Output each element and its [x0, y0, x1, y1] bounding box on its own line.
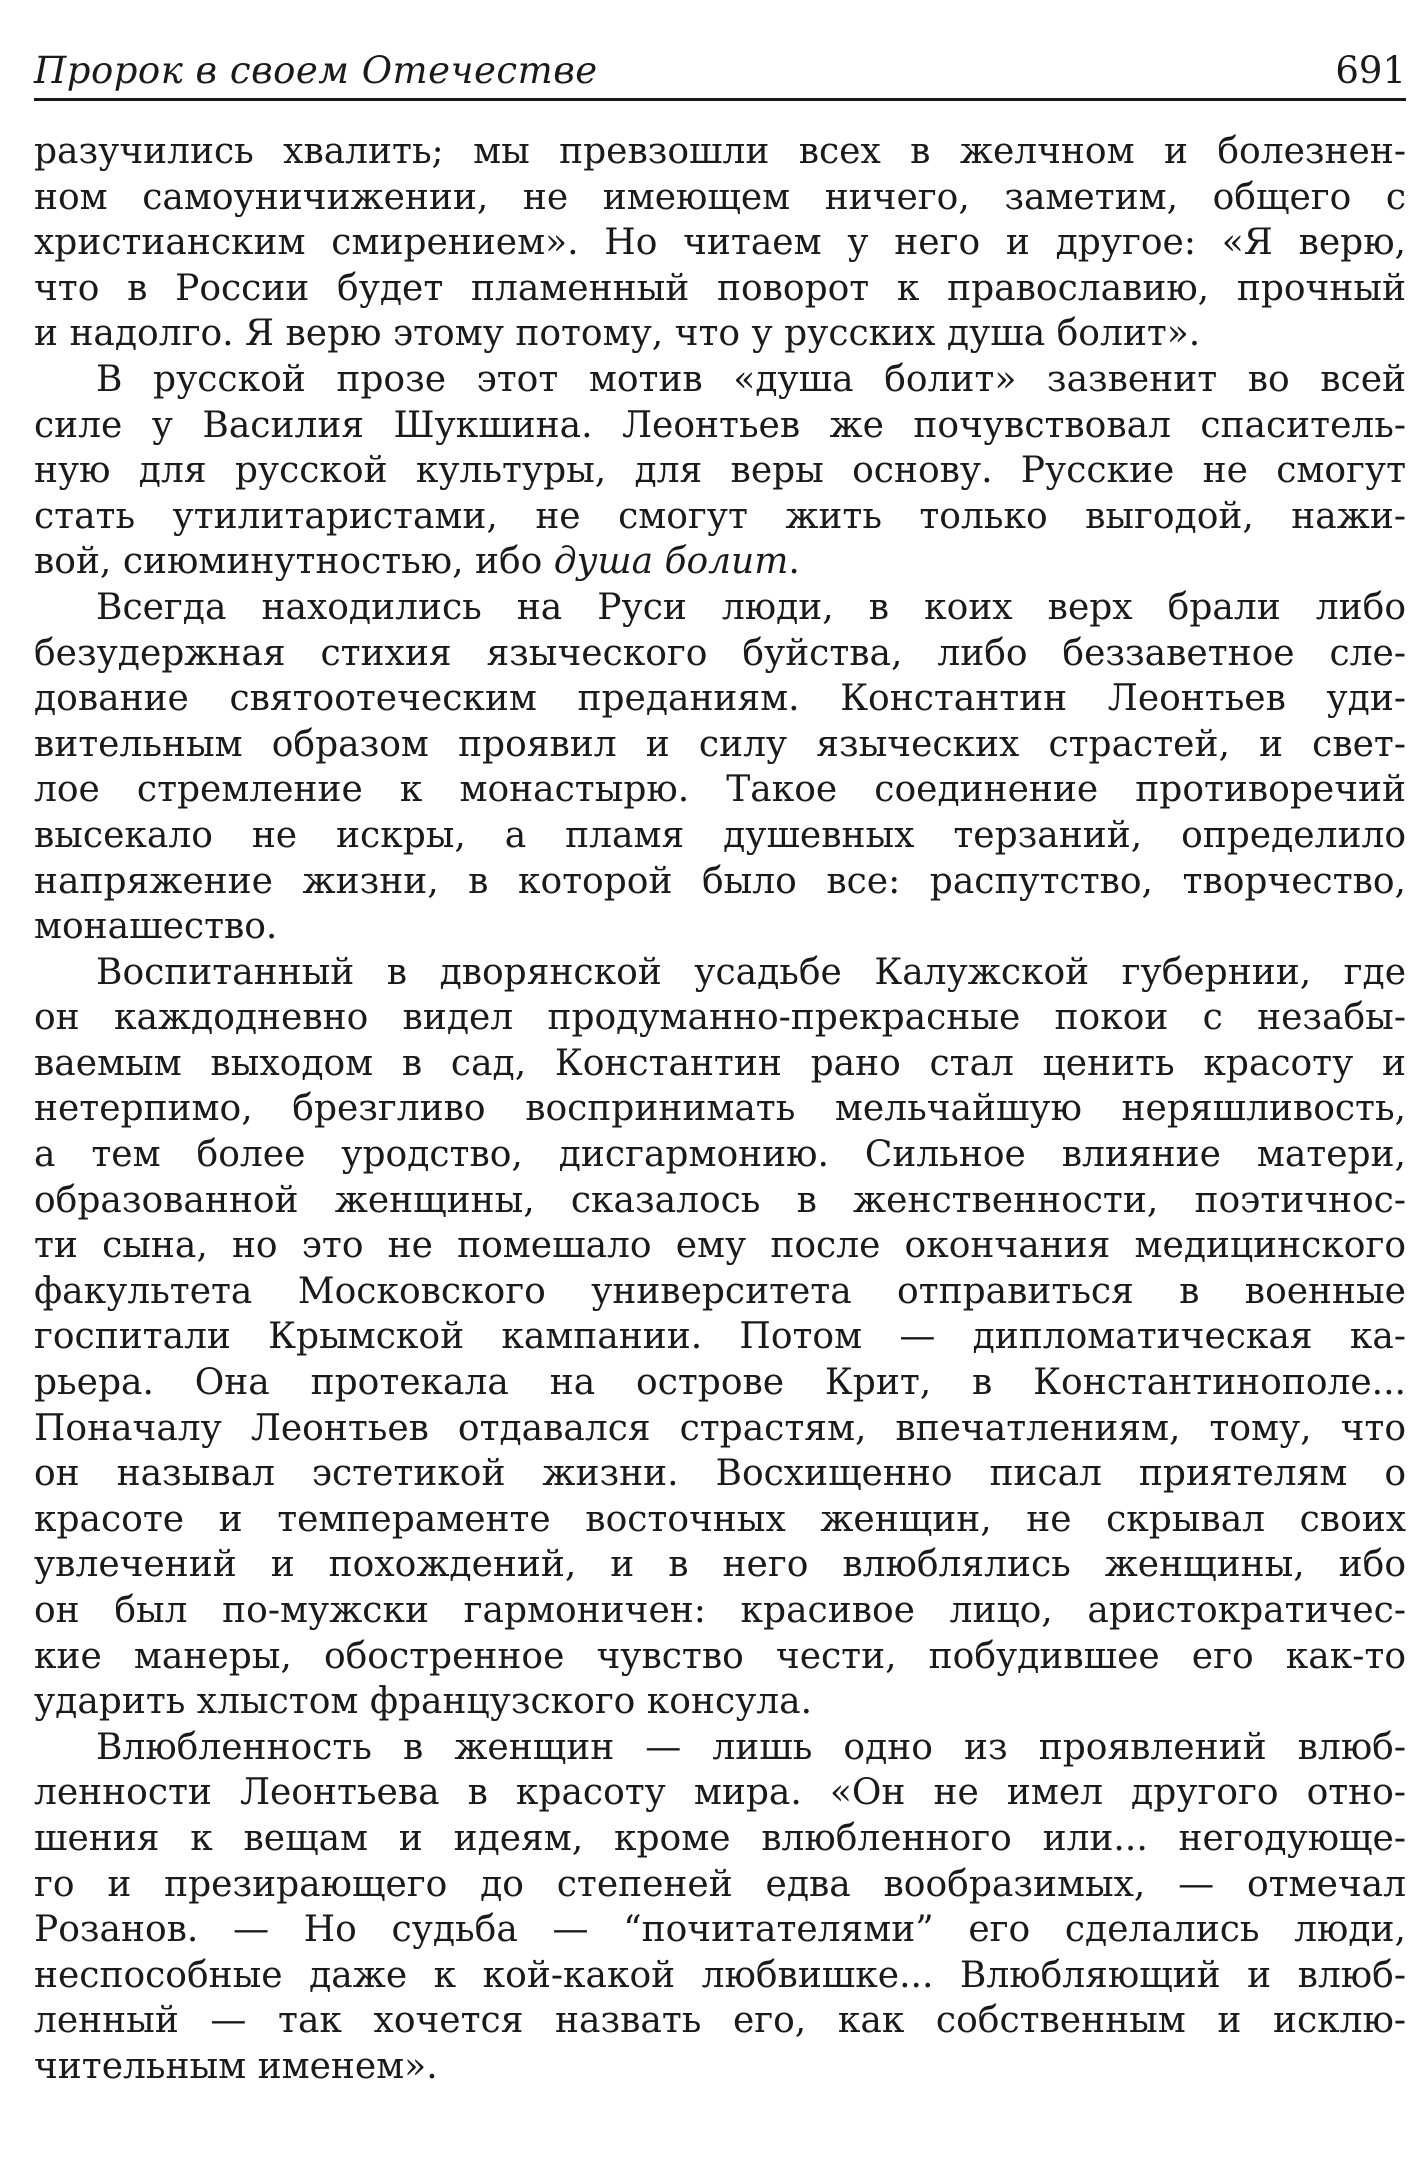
- text-line: чительным именем».: [34, 2045, 438, 2087]
- running-title: Пророк в своем Отечестве: [34, 49, 598, 92]
- text-line: ваемым выходом в сад, Константин рано стал ценить красоту и: [34, 1042, 1406, 1084]
- text-line: образованной женщины, сказалось в женственности, поэтичнос-: [34, 1179, 1406, 1221]
- text-line: безудержная стихия языческого буйства, либо беззаветное сле-: [34, 632, 1406, 674]
- text-line: вительным образом проявил и силу языческих страстей, и свет-: [34, 723, 1406, 765]
- text-line: и надолго. Я верю этому потому, что у русских душа болит».: [34, 313, 1201, 355]
- text-segment: вой, сиюминутностью, ибо: [34, 541, 543, 583]
- text-line: Всегда находились на Руси люди, в коих верх брали либо: [96, 586, 1406, 628]
- text-line: монашество.: [34, 906, 278, 948]
- text-line: го и презирающего до степеней едва вообразимых, — отмечал: [34, 1863, 1406, 1905]
- text-line: [34, 539, 1406, 585]
- text-line: госпитали Крымской кампании. Потом — дипломатическая ка-: [34, 1316, 1406, 1358]
- text-line: стать утилитаристами, не смогут жить только выгодой, нажи-: [34, 495, 1406, 537]
- book-page: [34, 38, 1406, 2090]
- text-line: Влюбленность в женщин — лишь одно из проявлений влюб-: [96, 1726, 1406, 1768]
- text-line: ленный — так хочется назвать его, как собственным и исклю-: [34, 2000, 1406, 2042]
- text-line: высекало не искры, а пламя душевных терзаний, определило: [34, 814, 1406, 856]
- page-number: 691: [1335, 49, 1406, 92]
- text-line: ленности Леонтьева в красоту мира. «Он не имел другого отно-: [34, 1772, 1406, 1814]
- text-line: разучились хвалить; мы превзошли всех в желчном и болезнен-: [34, 131, 1406, 172]
- text-line: факультета Московского университета отправиться в военные: [34, 1270, 1406, 1312]
- text-line: ную для русской культуры, для веры основу. Русские не смогут: [34, 450, 1406, 492]
- text-line: христианским смирением». Но читаем у него и другое: «Я верю,: [34, 222, 1406, 264]
- text-line: Поначалу Леонтьев отдавался страстям, впечатлениям, тому, что: [34, 1407, 1406, 1449]
- text-line: нетерпимо, брезгливо воспринимать мельчайшую неряшливость,: [34, 1088, 1406, 1130]
- text-segment: .: [788, 541, 800, 583]
- text-line: неспособные даже к кой-какой любвишке... Влюбляющий и влюб-: [34, 1954, 1406, 1996]
- text-line: Воспитанный в дворянской усадьбе Калужской губернии, где: [96, 951, 1406, 993]
- text-line: увлечений и похождений, и в него влюблялись женщины, ибо: [34, 1544, 1406, 1586]
- text-line: шения к вещам и идеям, кроме влюбленного или... негодующе-: [34, 1817, 1406, 1859]
- body-text: [34, 129, 1406, 2090]
- text-line: силе у Василия Шукшина. Леонтьев же почувствовал спаситель-: [34, 404, 1406, 446]
- text-line: кие манеры, обостренное чувство чести, побудившее его как-то: [34, 1635, 1406, 1677]
- running-header: [34, 38, 1406, 101]
- text-line: напряжение жизни, в которой было все: распутство, творчество,: [34, 860, 1406, 902]
- text-line: а тем более уродство, дисгармонию. Сильное влияние матери,: [34, 1134, 1406, 1176]
- text-line: он называл эстетикой жизни. Восхищенно писал приятелям о: [34, 1453, 1406, 1495]
- text-line: он каждодневно видел продуманно-прекрасные покои с незабы-: [34, 997, 1406, 1039]
- text-line: ударить хлыстом французского консула.: [34, 1681, 813, 1723]
- text-line: лое стремление к монастырю. Такое соединение противоречий: [34, 769, 1406, 811]
- text-line: дование святоотеческим преданиям. Константин Леонтьев уди-: [34, 678, 1406, 720]
- text-line: что в России будет пламенный поворот к православию, прочный: [34, 267, 1406, 309]
- text-line: рьера. Она протекала на острове Крит, в Константинополе...: [34, 1362, 1406, 1404]
- italic-phrase: душа болит: [553, 541, 789, 583]
- text-line: ти сына, но это не помешало ему после окончания медицинского: [34, 1225, 1406, 1267]
- text-line: Розанов. — Но судьба — “почитателями” его сделались люди,: [34, 1909, 1406, 1951]
- text-line: красоте и темпераменте восточных женщин, не скрывал своих: [34, 1498, 1406, 1540]
- text-line: ном самоуничижении, не имеющем ничего, заметим, общего с: [34, 176, 1406, 218]
- text-line: он был по-мужски гармоничен: красивое лицо, аристократичес-: [34, 1590, 1406, 1631]
- text-line: В русской прозе этот мотив «душа болит» зазвенит во всей: [96, 358, 1406, 400]
